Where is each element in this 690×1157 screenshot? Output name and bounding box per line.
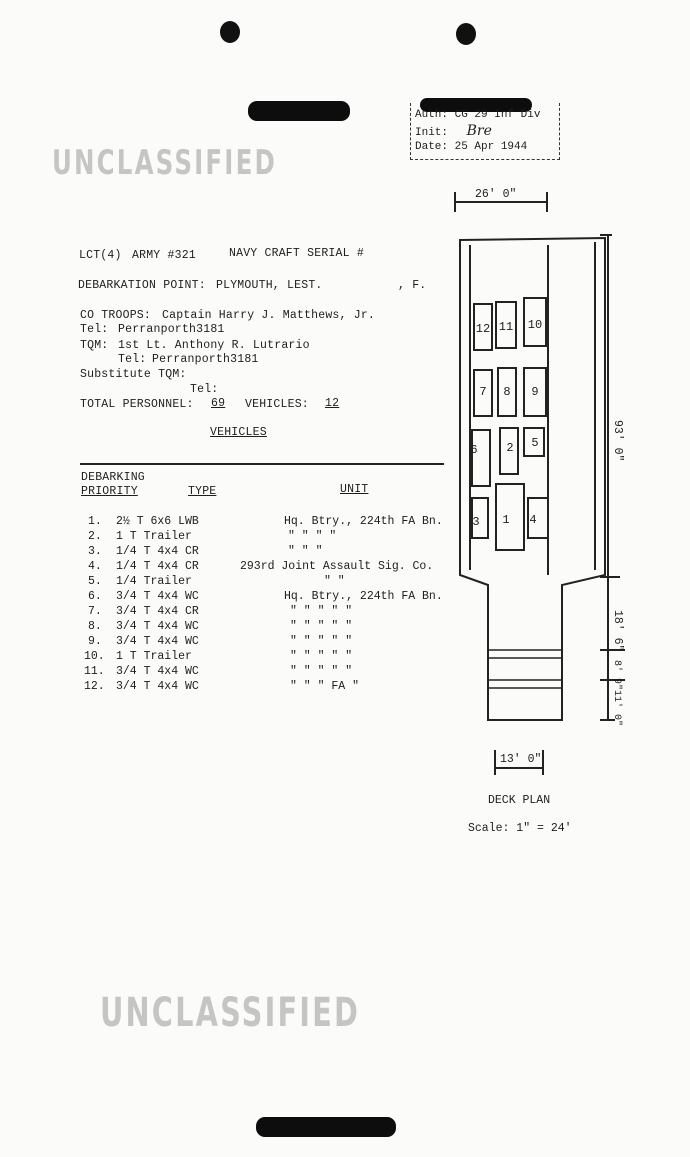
- slot-label: 5: [531, 436, 539, 450]
- init-label: Init:: [415, 127, 449, 139]
- slot-label: 12: [475, 322, 491, 336]
- hull-outline: [460, 238, 605, 720]
- length-b-label: 8' 9": [611, 660, 622, 691]
- classification-stamp-top: UNCLASSIFIED: [52, 143, 277, 183]
- total-personnel-label: TOTAL PERSONNEL:: [80, 398, 194, 411]
- row-unit: " " " ": [288, 530, 337, 543]
- row-type: 1 T Trailer: [116, 530, 192, 543]
- authorization-box: [410, 103, 560, 160]
- init-signature: Bre: [466, 123, 492, 139]
- row-unit: Hq. Btry., 224th FA Bn.: [284, 590, 443, 603]
- row-unit: " " " " ": [290, 605, 353, 618]
- redaction-bar-top-left: [248, 101, 350, 121]
- row-priority: 1.: [88, 515, 102, 528]
- row-unit: " ": [324, 575, 345, 588]
- lct-label: LCT(4): [79, 249, 122, 262]
- row-unit: Hq. Btry., 224th FA Bn.: [284, 515, 443, 528]
- col-priority: PRIORITY: [81, 485, 138, 498]
- date-value: 25 Apr 1944: [454, 141, 528, 153]
- slot-label: 7: [479, 385, 487, 399]
- deck-slot: [472, 430, 490, 486]
- vehicles-count-value: 12: [325, 397, 340, 410]
- row-type: 1/4 T 4x4 CR: [116, 560, 199, 573]
- deck-plan-title: DECK PLAN: [488, 794, 551, 807]
- col-type: TYPE: [188, 485, 217, 498]
- slot-label: 9: [531, 385, 539, 399]
- co-tel-value: Perranporth3181: [118, 323, 225, 336]
- row-priority: 5.: [88, 575, 102, 588]
- punch-hole-left: [220, 21, 240, 43]
- row-priority: 7.: [88, 605, 102, 618]
- row-type: 3/4 T 4x4 WC: [116, 620, 199, 633]
- debarkation-label: DEBARKATION POINT:: [78, 279, 206, 292]
- row-priority: 4.: [88, 560, 102, 573]
- date-label: Date:: [415, 141, 449, 153]
- co-troops-value: Captain Harry J. Matthews, Jr.: [162, 309, 376, 322]
- row-type: 3/4 T 4x4 WC: [116, 590, 199, 603]
- debarkation-value: PLYMOUTH, LEST.: [216, 279, 323, 292]
- row-type: 1/4 Trailer: [116, 575, 192, 588]
- row-unit: 293rd Joint Assault Sig. Co.: [240, 560, 434, 573]
- row-priority: 3.: [88, 545, 102, 558]
- row-unit: " " " FA ": [290, 680, 360, 693]
- table-top-rule: [80, 463, 444, 465]
- length-total-label: 93' 0": [611, 420, 624, 462]
- width-bottom-label: 13' 0": [500, 753, 542, 766]
- width-top-label: 26' 0": [475, 188, 517, 201]
- col-unit: UNIT: [340, 483, 369, 496]
- row-type: 3/4 T 4x4 WC: [116, 665, 199, 678]
- row-type: 1 T Trailer: [116, 650, 192, 663]
- col-debarking: DEBARKING: [81, 471, 145, 484]
- row-priority: 11.: [84, 665, 105, 678]
- vehicles-heading: VEHICLES: [210, 426, 267, 439]
- row-unit: " " " " ": [290, 620, 353, 633]
- tqm-tel-label: Tel:: [118, 353, 147, 366]
- row-priority: 2.: [88, 530, 102, 543]
- row-priority: 9.: [88, 635, 102, 648]
- deck-slot: [496, 484, 524, 550]
- row-unit: " " " " ": [290, 635, 353, 648]
- navy-serial-label: NAVY CRAFT SERIAL #: [229, 247, 364, 260]
- vehicles-count-label: VEHICLES:: [245, 398, 309, 411]
- row-type: 1/4 T 4x4 CR: [116, 545, 199, 558]
- slot-label: 3: [472, 515, 480, 529]
- auth-label: Auth:: [415, 109, 449, 121]
- auth-value: CG 29 Inf Div: [454, 109, 541, 121]
- slot-label: 2: [506, 441, 514, 455]
- substitute-tel-label: Tel:: [190, 383, 219, 396]
- row-priority: 8.: [88, 620, 102, 633]
- co-troops-label: CO TROOPS:: [80, 309, 152, 322]
- punch-hole-right: [456, 23, 476, 45]
- row-priority: 6.: [88, 590, 102, 603]
- slot-label: 8: [503, 385, 511, 399]
- length-ramp-label: 18' 6": [611, 610, 624, 652]
- slot-label: 6: [470, 443, 478, 457]
- row-unit: " " " " ": [290, 665, 353, 678]
- army-number: ARMY #321: [132, 249, 196, 262]
- slot-label: 1: [502, 513, 510, 527]
- substitute-tqm-label: Substitute TQM:: [80, 368, 187, 381]
- row-type: 3/4 T 4x4 WC: [116, 680, 199, 693]
- row-unit: " " ": [288, 545, 323, 558]
- slot-label: 10: [527, 318, 543, 332]
- redaction-bar-bottom: [256, 1117, 396, 1137]
- row-type: 3/4 T 4x4 WC: [116, 635, 199, 648]
- deck-plan-diagram: [440, 180, 670, 840]
- slot-label: 11: [498, 320, 514, 334]
- length-c-label: 11' 0": [611, 690, 622, 727]
- classification-stamp-bottom: UNCLASSIFIED: [100, 990, 361, 1036]
- row-type: 3/4 T 4x4 CR: [116, 605, 199, 618]
- row-unit: " " " " ": [290, 650, 353, 663]
- tqm-tel-value: Perranporth3181: [152, 353, 259, 366]
- deck-plan-scale: Scale: 1" = 24': [468, 822, 572, 835]
- row-priority: 12.: [84, 680, 105, 693]
- slot-label: 4: [529, 513, 537, 527]
- tqm-label: TQM:: [80, 339, 109, 352]
- tqm-value: 1st Lt. Anthony R. Lutrario: [118, 339, 310, 352]
- row-type: 2½ T 6x6 LWB: [116, 515, 199, 528]
- debarkation-trail: , F.: [398, 279, 427, 292]
- co-tel-label: Tel:: [80, 323, 109, 336]
- row-priority: 10.: [84, 650, 105, 663]
- total-personnel-value: 69: [211, 397, 226, 410]
